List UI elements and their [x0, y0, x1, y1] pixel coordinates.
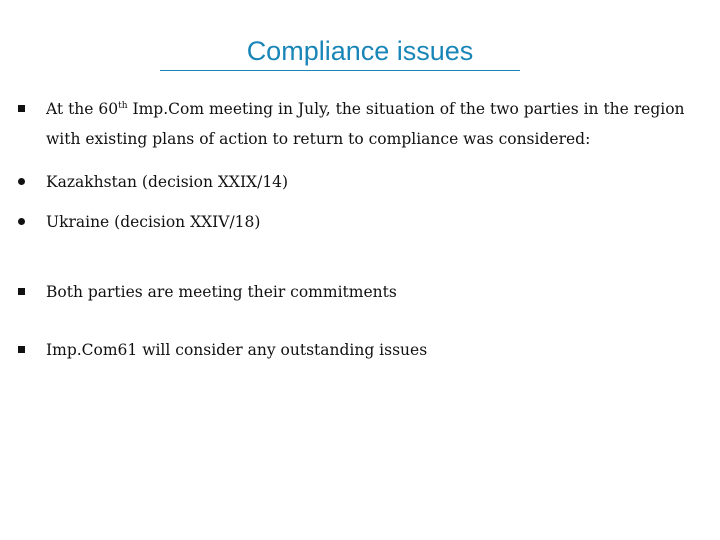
square-bullet-icon: [18, 335, 25, 365]
bullet-text-part2: Imp.Com meeting in July, the situation of the two parties in the region with existing plans of action to return to compliance was considered:: [46, 100, 685, 148]
title-underline: [160, 70, 520, 71]
bullet-text-part1: At the 60: [46, 100, 119, 118]
ordinal-suffix: th: [118, 100, 128, 111]
dot-bullet-icon: [18, 207, 25, 237]
bullet-outstanding-issues: Imp.Com61 will consider any outstanding issues: [46, 341, 428, 359]
bullet-ukraine: Ukraine (decision XXIV/18): [46, 213, 261, 231]
square-bullet-icon: [18, 94, 25, 124]
bullet-kazakhstan: Kazakhstan (decision XXIX/14): [46, 173, 289, 191]
bullet-commitments: Both parties are meeting their commitments: [46, 283, 397, 301]
slide-title: Compliance issues: [246, 36, 474, 66]
bullet-meeting-intro: [46, 94, 686, 154]
dot-bullet-icon: [18, 167, 25, 197]
square-bullet-icon: [18, 277, 25, 307]
